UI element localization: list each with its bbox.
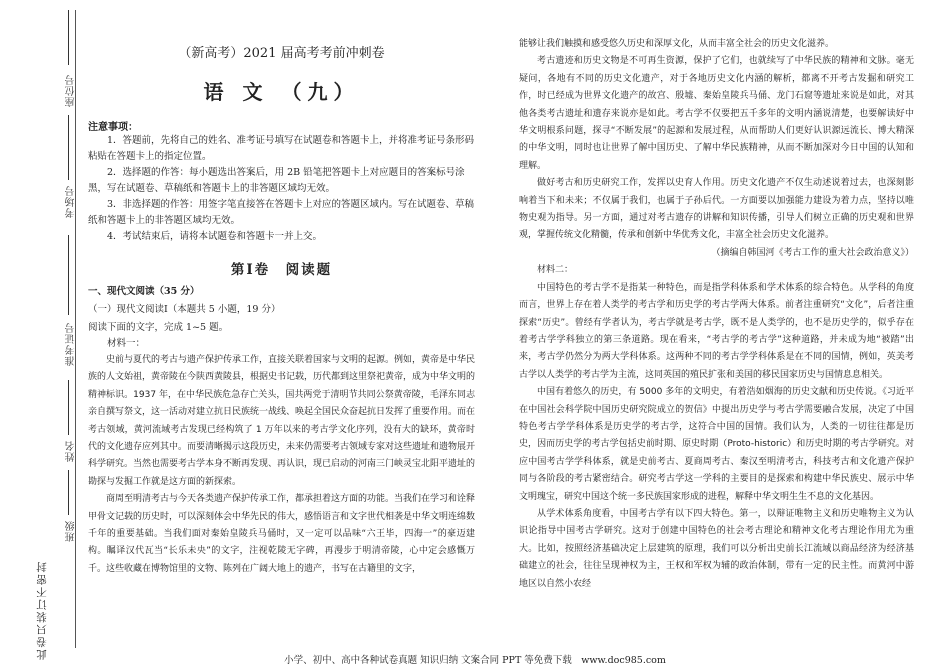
- exam-room-label: 考场号: [66, 185, 77, 218]
- passage-paragraph: 能够让我们触摸和感受悠久历史和深厚文化，从而丰富全社会的历史文化滋养。: [519, 39, 835, 49]
- subject-title: 语 文 （九）: [203, 80, 360, 104]
- class-label: 班级: [66, 520, 77, 542]
- passage-paragraph: 考古遗迹和历史文物是不可再生资源，保护了它们，也就续写了中华民族的精神和文脉。毫无疑问，各地有不同的历史文化遗产，对于各地历史文化内涵的解析，都离不开考古发掘和研究工作，时已经成为世界文化遗产的故宫、殷墟、秦始皇陵兵马俑、龙门石窟等遗址来说是如此，对其他各类考古遗址和遗存来说亦是如此。考古学不仅要把五千多年的文明内涵说清楚，也要解读好中华文明根系问题，探寻“不断发展”的起源和发展过程，从而帮助人们更好认识源远流长、博大精深的中华文明，同时也让世界了解中国历史、了解中华民族精神，从而不断加深对今日中国的认知和理解。: [519, 56, 914, 171]
- source-citation: （摘编自韩国河《考古工作的重大社会政治意义》）: [711, 247, 914, 258]
- material-two-label: 材料二：: [537, 265, 574, 276]
- name-blank: [68, 380, 69, 435]
- notice-item: 4．考试结束后，请将本试题卷和答题卡一并上交。: [107, 231, 323, 242]
- ticket-number-blank: [68, 235, 69, 315]
- part-title: 第Ⅰ卷 阅读题: [230, 262, 333, 278]
- passage-paragraph: 史前与夏代的考古与遗产保护传承工作，直接关联着国家与文明的起源。例如，黄帝是中华民族的人文始祖，黄帝陵在今陕西黄陵县，根据史书记载，历代都到这里祭祀黄帝，成为中华文明的精神标识。1937 年，在中华民族危急存亡关头，国共两党于清明节共同公祭黄帝陵，毛泽东同志亲自撰写祭文，这一活动对建立抗日民族统一战线、唤起全国民众奋起抗日发挥了重要作用。而在考古领域，黄河流域考古发现已经构筑了 1 万年以来的考古学文化序列，没有大的缺环，黄帝时代的文化遗存应列其中。而要清晰揭示这段历史，未来仍需要考古领域专家对这些遗址和遗物展开科学研究。当然也需要考古学本身不断再发现、再认识，现已启动的河南三门峡灵宝北阳平遗址的勘探与发掘工作就是这方面的新探索。: [88, 355, 476, 487]
- passage-left: [88, 352, 475, 578]
- section-heading: 一、现代文阅读（35 分）: [88, 286, 200, 297]
- seal-notice: 此卷只装订不密封: [36, 560, 48, 660]
- passage-paragraph: 从学术体系角度看，中国考古学有以下四大特色。第一，以辩证唯物主义和历史唯物主义为认识论指导中国考古学研究。这对于创建中国特色的社会考古理论和精神文化考古理论作用尤为重大。比如，按照经济基础决定上层建筑的原理，我们可以分析出史前长江流域以商品经济为经济基础建立的社会，往往呈现神权为主，王权和军权为辅的政治体制，带有一定的民主性。而黄河中游地区以自然小农经: [519, 508, 914, 589]
- instruction: 阅读下面的文字，完成 1~5 题。: [88, 322, 229, 333]
- notice-heading: 注意事项：: [88, 122, 138, 133]
- material-one-label: 材料一：: [107, 338, 146, 349]
- passage-right: [519, 36, 914, 593]
- passage-paragraph: 商周至明清考古与今天各类遗产保护传承工作，都承担着这方面的功能。当我们在学习和诠释甲骨文记载的历史时，可以深刻体会中华先民的伟大，感悟语言和文字世代相袭是中华文明连绵数千年的重要基础。当我们面对秦始皇陵兵马俑时，又一定可以品味“六王毕，四海一”的豪迈建构。瞩译汉代瓦当“长乐未央”的文字，注视乾陵无字碑，再漫步于明清帝陵，心中定会感慨万千。这些收藏在博物馆里的文物、陈列在广阔大地上的遗产，书写在古籍里的文字，: [88, 494, 476, 574]
- exam-room-blank: [68, 115, 69, 180]
- ticket-number-label: 准考证号: [66, 322, 77, 366]
- name-label: 姓名: [66, 440, 77, 462]
- seat-number-label: 座位号: [66, 74, 77, 107]
- binding-margin: [0, 0, 82, 672]
- passage-paragraph: 中国特色的考古学不是指某一种特色，而是指学科体系和学术体系的综合特色。从学科的角度而言，世界上存在着人类学的考古学和历史学的考古学两大体系。前者注重研究“文化”，后者注重探索“历史”。曾经有学者认为，考古学就是考古学，既不是人类学的，也不是历史学的，似乎存在着考古学学科独立的第三条道路。现在看来，“考古学的考古学”这种道路，并未成为地“被踏”出来，考古学仍然分为两大学科体系。这两种不同的考古学学科体系是在不同的国情，例如，英美考古学以人类学的考古学为主流，这同英国的殖民扩张和美国的移民国家历史与国情息息相关。: [519, 282, 914, 380]
- subsection-heading: （一）现代文阅读Ⅰ（本题共 5 小题，19 分）: [88, 304, 281, 315]
- notice-item: 2．选择题的作答：每小题选出答案后，用 2B 铅笔把答题卡上对应题目的答案标号涂黑，写在试题卷、草稿纸和答题卡上的非答题区域均无效。: [88, 167, 465, 194]
- passage-paragraph: 中国有着悠久的历史，有 5000 多年的文明史，有着浩如烟海的历史文献和历史传说。《习近平在中国社会科学院中国历史研究院成立的贺信》中提出历史学与考古学需要融合发展，决定了中国特色考古学学科体系是历史学的考古学，这符合中国的国情。我们认为，人类的一切往往都是历史，因而历史学的考古学包括史前时期、原史时期（Proto-historic）和历史时期的考古学研究。对应中国考古学学科体系，就是史前考古、夏商周考古、秦汉至明清考古，科技考古和文化遗产保护同与各阶段的考古紧密结合。研究考古学这一学科的主要目的是探索和构建中华民族史、展示中华文明瑰宝，研究中国这个统一多民族国家形成的进程，解释中华文明生生不息的文化基因。: [519, 387, 914, 502]
- notice-item: 1．答题前，先将自己的姓名、准考证号填写在试题卷和答题卡上，并将准考证号条形码粘贴在答题卡上的指定位置。: [88, 135, 475, 162]
- notice-item: 3．非选择题的作答：用签字笔直接答在答题卡上对应的答题区域内。写在试题卷、草稿纸和答题卡上的非答题区域均无效。: [88, 199, 475, 226]
- exam-title: （新高考）2021 届高考考前冲刺卷: [178, 46, 385, 61]
- class-blank: [68, 470, 69, 515]
- seat-number-blank: [68, 10, 69, 65]
- passage-paragraph: 做好考古和历史研究工作，发挥以史育人作用。历史文化遗产不仅生动述说着过去，也深刻影响着当下和未来；不仅属于我们，也属于子孙后代。一方面要以加强能力建设为着力点，坚持以唯物史观为指导。另一方面，通过对考古遗存的讲解和知识传播，引导人们树立正确的历史观和世界观，掌握传统文化精髓，传承和创新中华优秀文化，丰富全社会历史文化滋养。: [519, 178, 914, 241]
- notice-list: [88, 133, 475, 245]
- footer-ad: 小学、初中、高中各种试卷真题 知识归纳 文案合同 PPT 等免费下载 www.doc985.com: [284, 655, 666, 666]
